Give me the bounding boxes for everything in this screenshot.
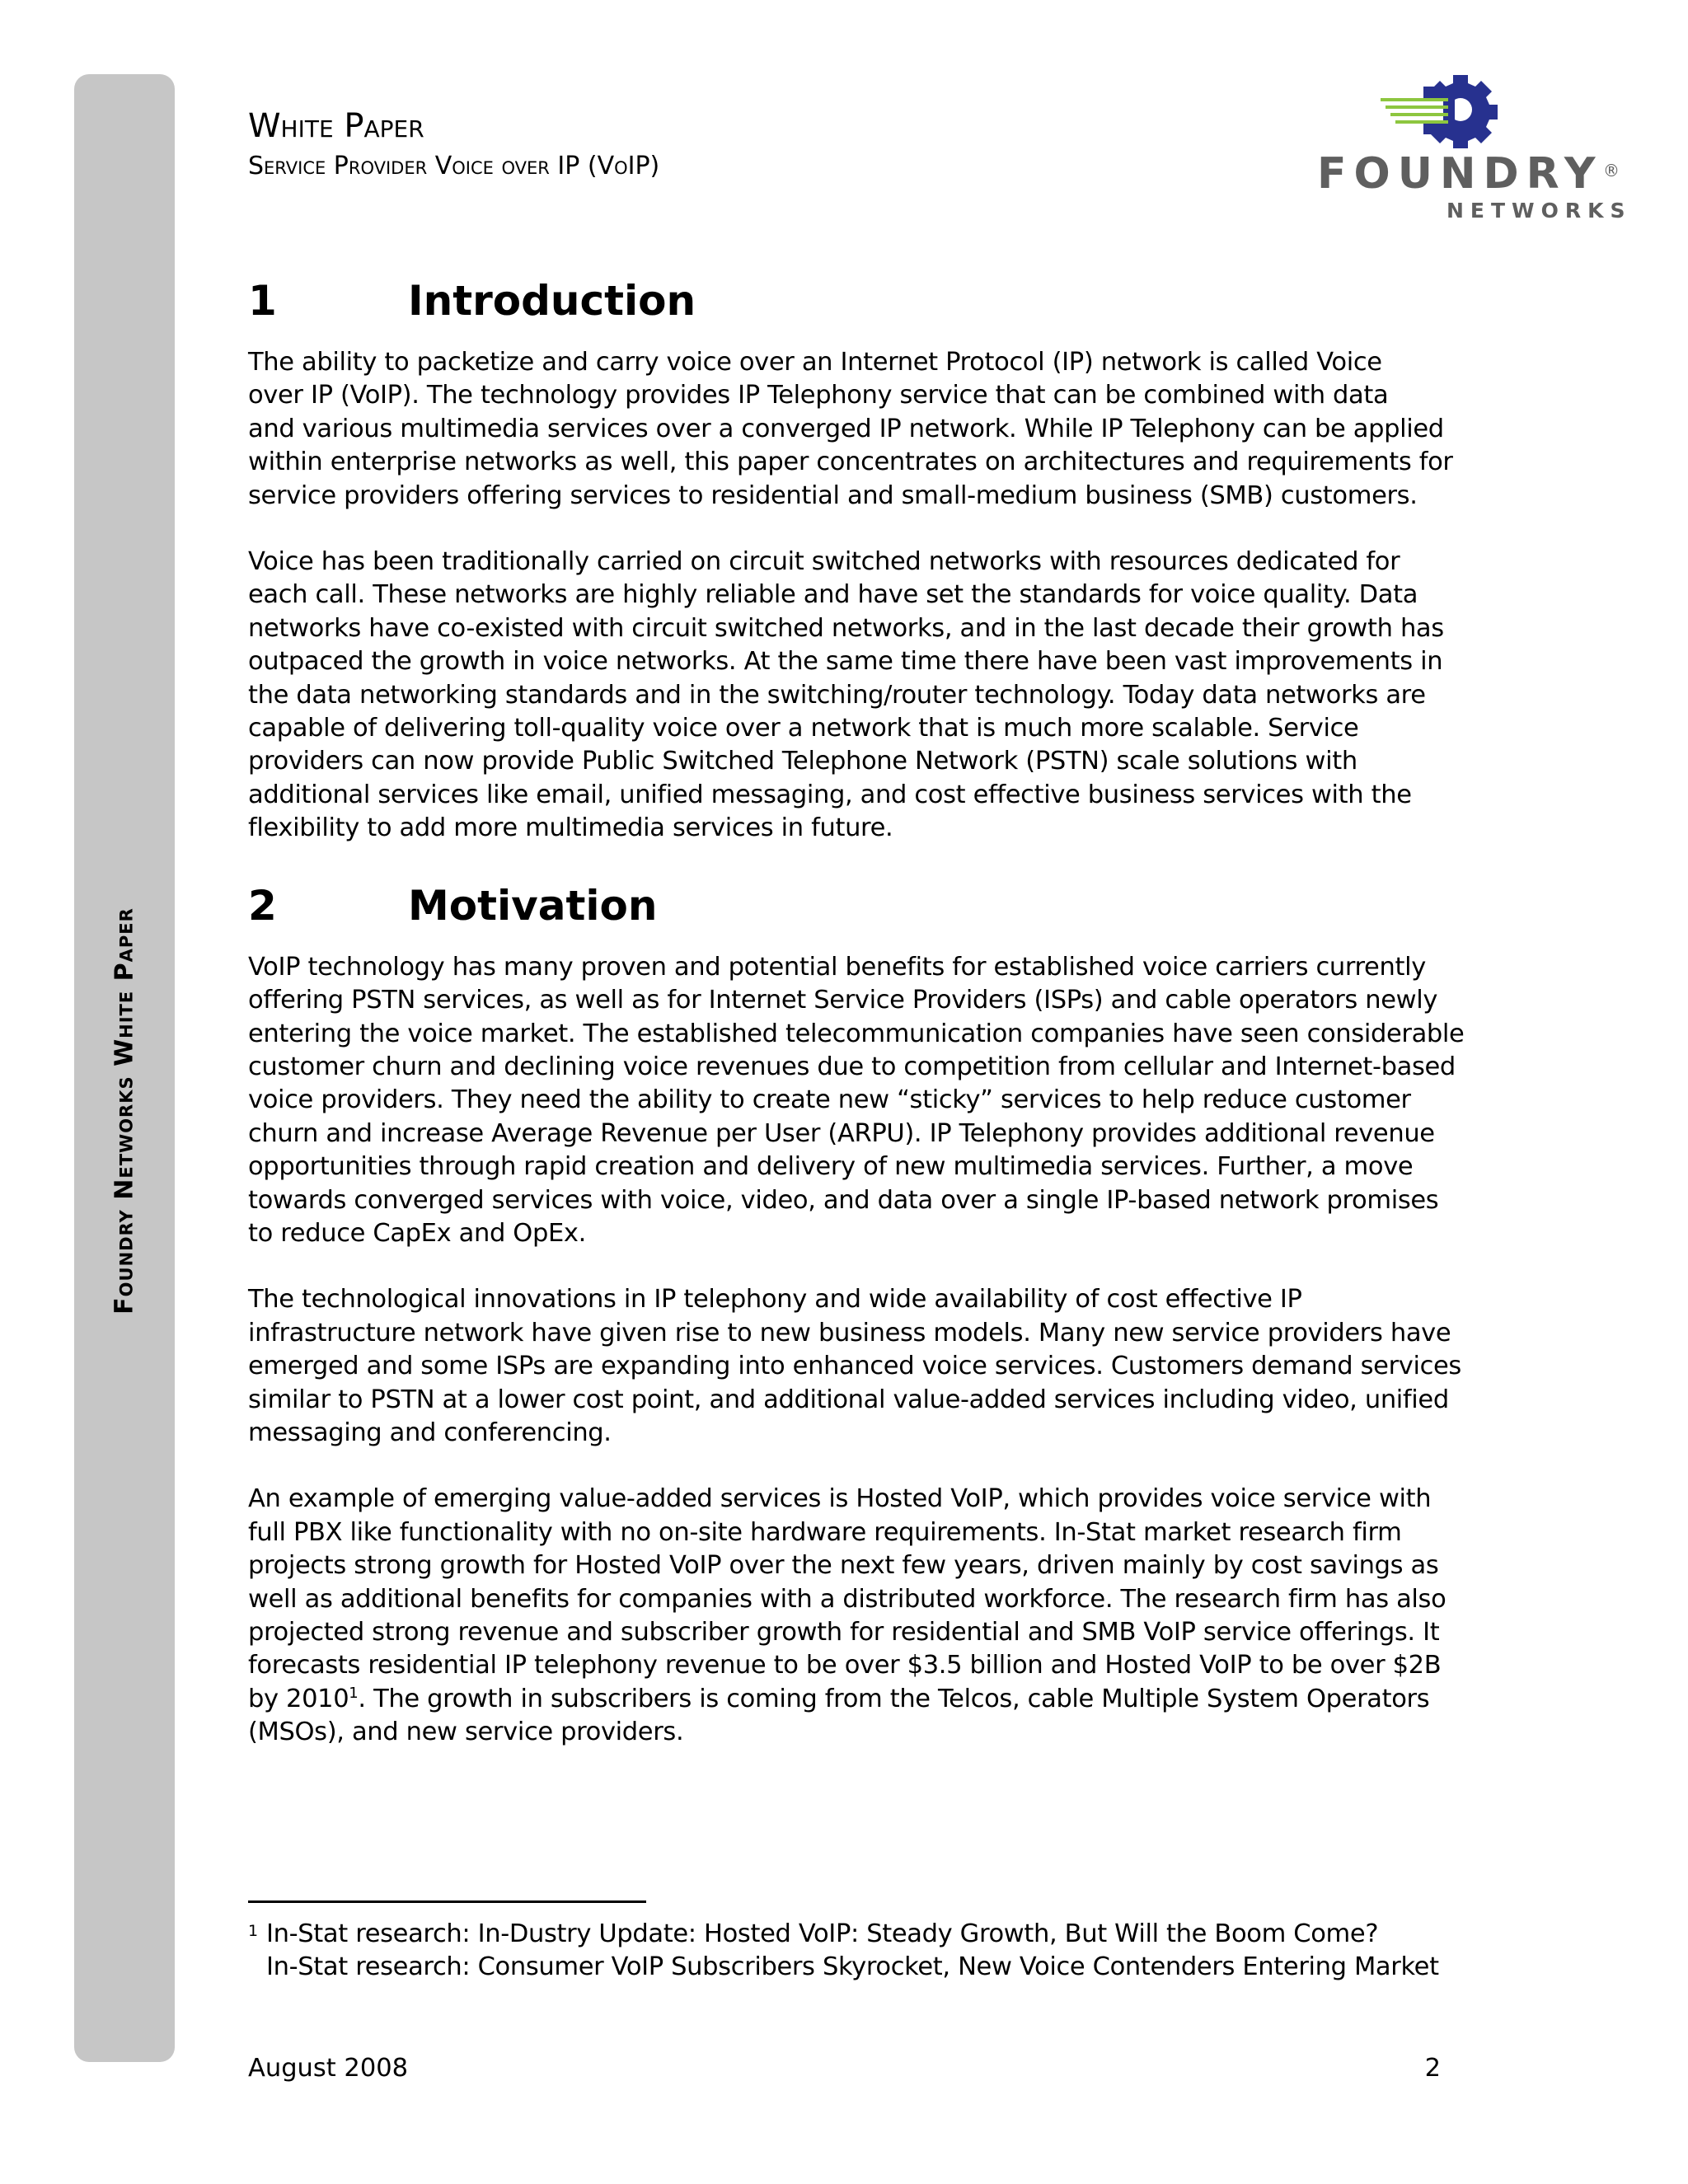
text-line: by 2010$^1$. The growth in subscribers is coming from the Telcos, cable Multiple System Operators bbox=[248, 1684, 1430, 1713]
text-line: (MSOs), and new service providers. bbox=[248, 1718, 684, 1747]
text-line: providers can now provide Public Switched Telephone Network (PSTN) scale solutions with bbox=[248, 747, 1357, 776]
text-line: entering the voice market. The established telecommunication companies have seen considerable bbox=[248, 1019, 1465, 1048]
text-line: The technological innovations in IP telephony and wide availability of cost effective IP bbox=[248, 1285, 1302, 1315]
footnote-separator bbox=[248, 1900, 646, 1903]
footnote-line: In-Stat research: Consumer VoIP Subscribers Skyrocket, New Voice Contenders Entering Market bbox=[266, 1952, 1439, 1982]
text-line: and various multimedia services over a converged IP network. While IP Telephony can be applied bbox=[248, 414, 1444, 443]
logo-wordmark: FOUNDRY bbox=[1317, 149, 1603, 199]
text-line: An example of emerging value-added services is Hosted VoIP, which provides voice service with bbox=[248, 1484, 1432, 1514]
text-line: projected strong revenue and subscriber growth for residential and SMB VoIP service offerings. It bbox=[248, 1618, 1440, 1647]
page-number: 2 bbox=[1424, 2054, 1441, 2083]
footnote-line: In-Stat research: In-Dustry Update: Hosted VoIP: Steady Growth, But Will the Boom Come? bbox=[266, 1919, 1379, 1948]
section-number: 2 bbox=[248, 881, 277, 930]
section-heading bbox=[248, 272, 1447, 330]
text-line: Voice has been traditionally carried on circuit switched networks with resources dedicated for bbox=[248, 547, 1400, 577]
paragraph bbox=[248, 346, 1453, 513]
text-line: well as additional benefits for companies with a distributed workforce. The research firm has also bbox=[248, 1584, 1447, 1614]
document-type: White Paper bbox=[248, 107, 424, 145]
section-number: 1 bbox=[248, 277, 277, 325]
text-line: VoIP technology has many proven and potential benefits for established voice carriers currently bbox=[248, 952, 1426, 982]
footnote bbox=[248, 1918, 1439, 1985]
section-title: Introduction bbox=[408, 277, 696, 325]
text-line: each call. These networks are highly reliable and have set the standards for voice quality. Data bbox=[248, 580, 1418, 610]
text-line: customer churn and declining voice revenues due to competition from cellular and Internet-based bbox=[248, 1052, 1456, 1081]
sidebar-label: Foundry Networks White Paper bbox=[110, 907, 139, 1315]
paragraph bbox=[248, 1483, 1447, 1749]
text-line: networks have co-existed with circuit switched networks, and in the last decade their growth has bbox=[248, 613, 1444, 643]
text-line: offering PSTN services, as well as for Internet Service Providers (ISPs) and cable operators newly bbox=[248, 986, 1438, 1015]
text-line: flexibility to add more multimedia services in future. bbox=[248, 813, 893, 843]
text-line: additional services like email, unified messaging, and cost effective business services with the bbox=[248, 780, 1412, 809]
text-line: infrastructure network have given rise to new business models. Many new service providers have bbox=[248, 1318, 1451, 1347]
text-line: full PBX like functionality with no on-site hardware requirements. In-Stat market research firm bbox=[248, 1517, 1402, 1547]
text-line: outpaced the growth in voice networks. At the same time there have been vast improvements in bbox=[248, 647, 1443, 677]
document-header bbox=[248, 104, 659, 185]
text-line: capable of delivering toll-quality voice over a network that is much more scalable. Service bbox=[248, 714, 1359, 743]
document-body bbox=[248, 272, 1465, 1750]
footnote-reference: 1 bbox=[349, 1684, 359, 1702]
text-line: voice providers. They need the ability to create new “sticky” services to help reduce customer bbox=[248, 1085, 1411, 1115]
paragraph bbox=[248, 951, 1465, 1251]
text-line: projects strong growth for Hosted VoIP over the next few years, driven mainly by cost savings as bbox=[248, 1551, 1439, 1581]
text-line: the data networking standards and in the switching/router technology. Today data networks are bbox=[248, 680, 1426, 710]
footer-date: August 2008 bbox=[248, 2054, 409, 2083]
text-line: over IP (VoIP). The technology provides IP Telephony service that can be combined with data bbox=[248, 381, 1389, 410]
text-line: The ability to packetize and carry voice over an Internet Protocol (IP) network is called Voice bbox=[248, 348, 1382, 377]
text-line: service providers offering services to residential and small-medium business (SMB) customers. bbox=[248, 480, 1418, 510]
section-heading bbox=[248, 877, 1447, 935]
text-line: towards converged services with voice, video, and data over a single IP-based network promises bbox=[248, 1185, 1439, 1215]
text-line: churn and increase Average Revenue per User (ARPU). IP Telephony provides additional revenue bbox=[248, 1118, 1435, 1148]
paragraph bbox=[248, 546, 1447, 846]
text-line: similar to PSTN at a lower cost point, and additional value-added services including video, unified bbox=[248, 1385, 1449, 1414]
foundry-networks-logo bbox=[1311, 70, 1632, 227]
text-line: emerged and some ISPs are expanding into enhanced voice services. Customers demand services bbox=[248, 1352, 1461, 1381]
section-title: Motivation bbox=[408, 881, 658, 930]
paragraph bbox=[248, 1283, 1461, 1450]
text-line: within enterprise networks as well, this paper concentrates on architectures and requirements for bbox=[248, 448, 1453, 477]
text-line: to reduce CapEx and OpEx. bbox=[248, 1218, 586, 1248]
text-line: forecasts residential IP telephony revenue to be over $3.5 billion and Hosted VoIP to be over $2B bbox=[248, 1651, 1442, 1680]
text-line: messaging and conferencing. bbox=[248, 1418, 612, 1447]
footnote-marker: 1 bbox=[248, 1922, 258, 1940]
logo-registered-mark: ® bbox=[1603, 161, 1620, 180]
logo-gear-icon bbox=[1381, 70, 1504, 148]
document-subtitle: Service Provider Voice over IP (VoIP) bbox=[248, 152, 660, 180]
text-line: opportunities through rapid creation and delivery of new multimedia services. Further, a move bbox=[248, 1152, 1414, 1182]
logo-subtext: NETWORKS bbox=[1447, 199, 1632, 223]
